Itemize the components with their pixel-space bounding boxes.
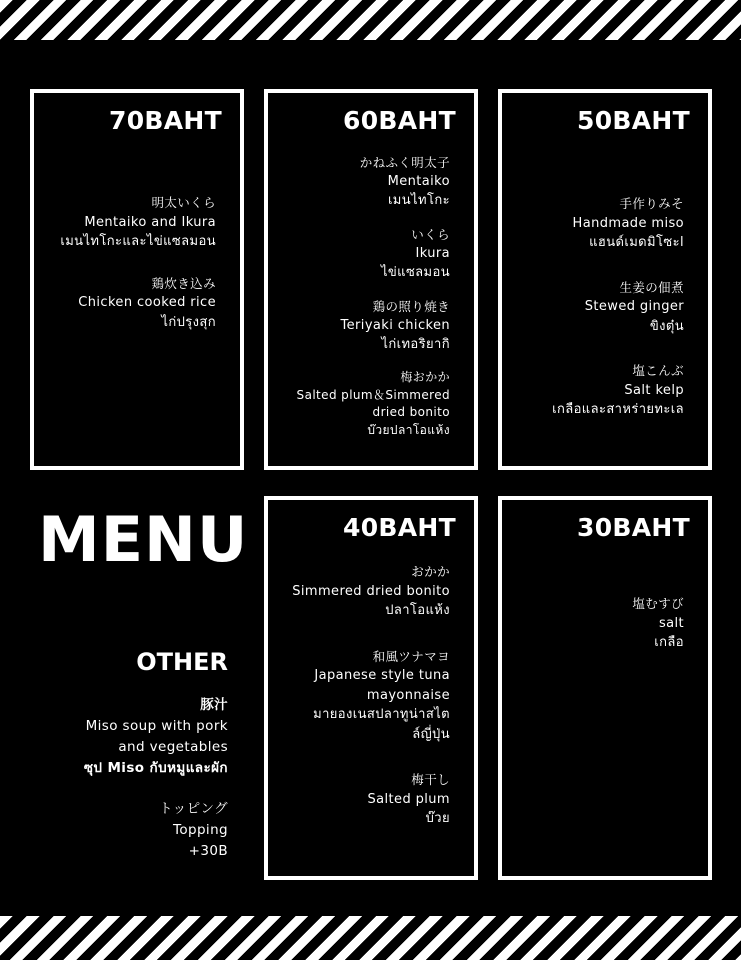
item-name-jp: 生姜の佃煮 xyxy=(619,279,684,295)
item-name-en: Chicken cooked rice xyxy=(78,295,216,310)
price-box-40 xyxy=(264,496,478,880)
item-name-th: เมนไทโกะ xyxy=(387,193,450,208)
item-name-th: ซุป Miso กับหมูและผัก xyxy=(83,760,228,776)
item-name-en: Simmered dried bonito xyxy=(292,583,450,599)
menu-item xyxy=(508,194,698,253)
item-name-jp: 手作りみそ xyxy=(619,196,684,211)
item-name-th: ไก่ปรุงสุก xyxy=(161,314,216,330)
item-name-th: ขิงตุ๋น xyxy=(649,318,684,334)
item-name-th: ไข่แซลมอน xyxy=(380,265,450,280)
menu-item xyxy=(40,193,230,252)
item-name-jp: 鶏炊き込み xyxy=(151,275,216,291)
item-name-th: เมนไทโกะและไข่แซลมอน xyxy=(60,234,216,249)
item-name-jp: 梅干し xyxy=(411,772,450,787)
other-title: OTHER xyxy=(136,648,228,676)
item-name-en: Miso soup with pork xyxy=(85,718,228,734)
item-name-jp: いくら xyxy=(411,227,450,242)
item-name-en: Teriyaki chicken xyxy=(340,318,450,333)
item-name-th-cont: ล์ญี่ปุ่น xyxy=(412,726,450,742)
item-name-jp: 和風ツナマヨ xyxy=(372,648,450,664)
item-name-en-cont: and vegetables xyxy=(118,739,228,755)
item-name-jp: かねふく明太子 xyxy=(359,155,450,170)
item-name-en-cont: mayonnaise xyxy=(366,687,450,703)
menu-item xyxy=(274,153,464,210)
price-box-30 xyxy=(498,496,712,880)
item-name-th: เกลือ xyxy=(654,635,684,650)
menu-item xyxy=(274,369,464,439)
price-box-70 xyxy=(30,89,244,470)
menu-item xyxy=(8,695,228,779)
item-name-en: Handmade miso xyxy=(572,215,684,231)
item-name-th: บ๊วยปลาโอแห้ง xyxy=(367,422,450,437)
menu-item xyxy=(274,225,464,282)
item-name-en: salt xyxy=(658,615,684,631)
menu-item xyxy=(274,770,464,829)
item-name-th: มายองเนสปลาทูน่าสไต xyxy=(313,707,450,722)
top-stripe-border xyxy=(0,0,741,40)
item-name-th: ไก่เทอริยากิ xyxy=(381,337,450,352)
menu-item xyxy=(8,799,228,862)
price-heading: 60BAHT xyxy=(343,106,456,135)
bottom-stripe-border xyxy=(0,916,741,960)
price-box-50 xyxy=(498,89,712,470)
other-section xyxy=(8,645,228,882)
menu-item xyxy=(274,647,464,745)
price-heading: 40BAHT xyxy=(343,513,456,542)
item-name-jp: トッピング xyxy=(159,801,228,817)
price-heading: 30BAHT xyxy=(577,513,690,542)
item-name-jp: 豚汁 xyxy=(200,697,228,713)
item-name-th: ปลาโอแห้ง xyxy=(385,603,450,618)
item-name-th: บ๊วย xyxy=(425,811,450,826)
item-name-th: เกลือและสาหร่ายทะเล xyxy=(552,402,684,417)
menu-item xyxy=(274,297,464,354)
item-name-en: Japanese style tuna xyxy=(314,668,450,683)
item-price: +30B xyxy=(188,843,228,859)
item-name-jp: 塩むすび xyxy=(632,596,684,611)
price-box-60 xyxy=(264,89,478,470)
item-name-jp: 塩こんぶ xyxy=(632,363,684,378)
menu-item xyxy=(508,361,698,420)
menu-item xyxy=(508,594,698,653)
item-name-jp: おかか xyxy=(411,564,450,579)
menu-item xyxy=(508,278,698,337)
menu-item xyxy=(40,274,230,333)
menu-item xyxy=(274,562,464,621)
menu-title: MENU xyxy=(38,503,249,576)
item-name-en: Stewed ginger xyxy=(584,299,684,314)
price-heading: 70BAHT xyxy=(109,106,222,135)
item-name-en: Ikura xyxy=(415,246,450,261)
item-name-jp: 鶏の照り焼き xyxy=(372,299,450,314)
item-name-en: Salt kelp xyxy=(624,382,684,398)
item-name-en: Mentaiko xyxy=(387,174,450,189)
item-name-en: Mentaiko and Ikura xyxy=(84,214,216,230)
item-name-jp: 梅おかか xyxy=(400,370,450,384)
item-name-en: Topping xyxy=(172,822,228,838)
price-heading: 50BAHT xyxy=(577,106,690,135)
item-name-jp: 明太いくら xyxy=(151,195,216,210)
item-name-en: Salted plum xyxy=(367,791,450,807)
item-name-en: Salted plum＆Simmered xyxy=(296,387,450,402)
item-name-th: แฮนด์เมดมิโซะl xyxy=(589,235,684,250)
item-name-en-cont: dried bonito xyxy=(372,405,450,419)
